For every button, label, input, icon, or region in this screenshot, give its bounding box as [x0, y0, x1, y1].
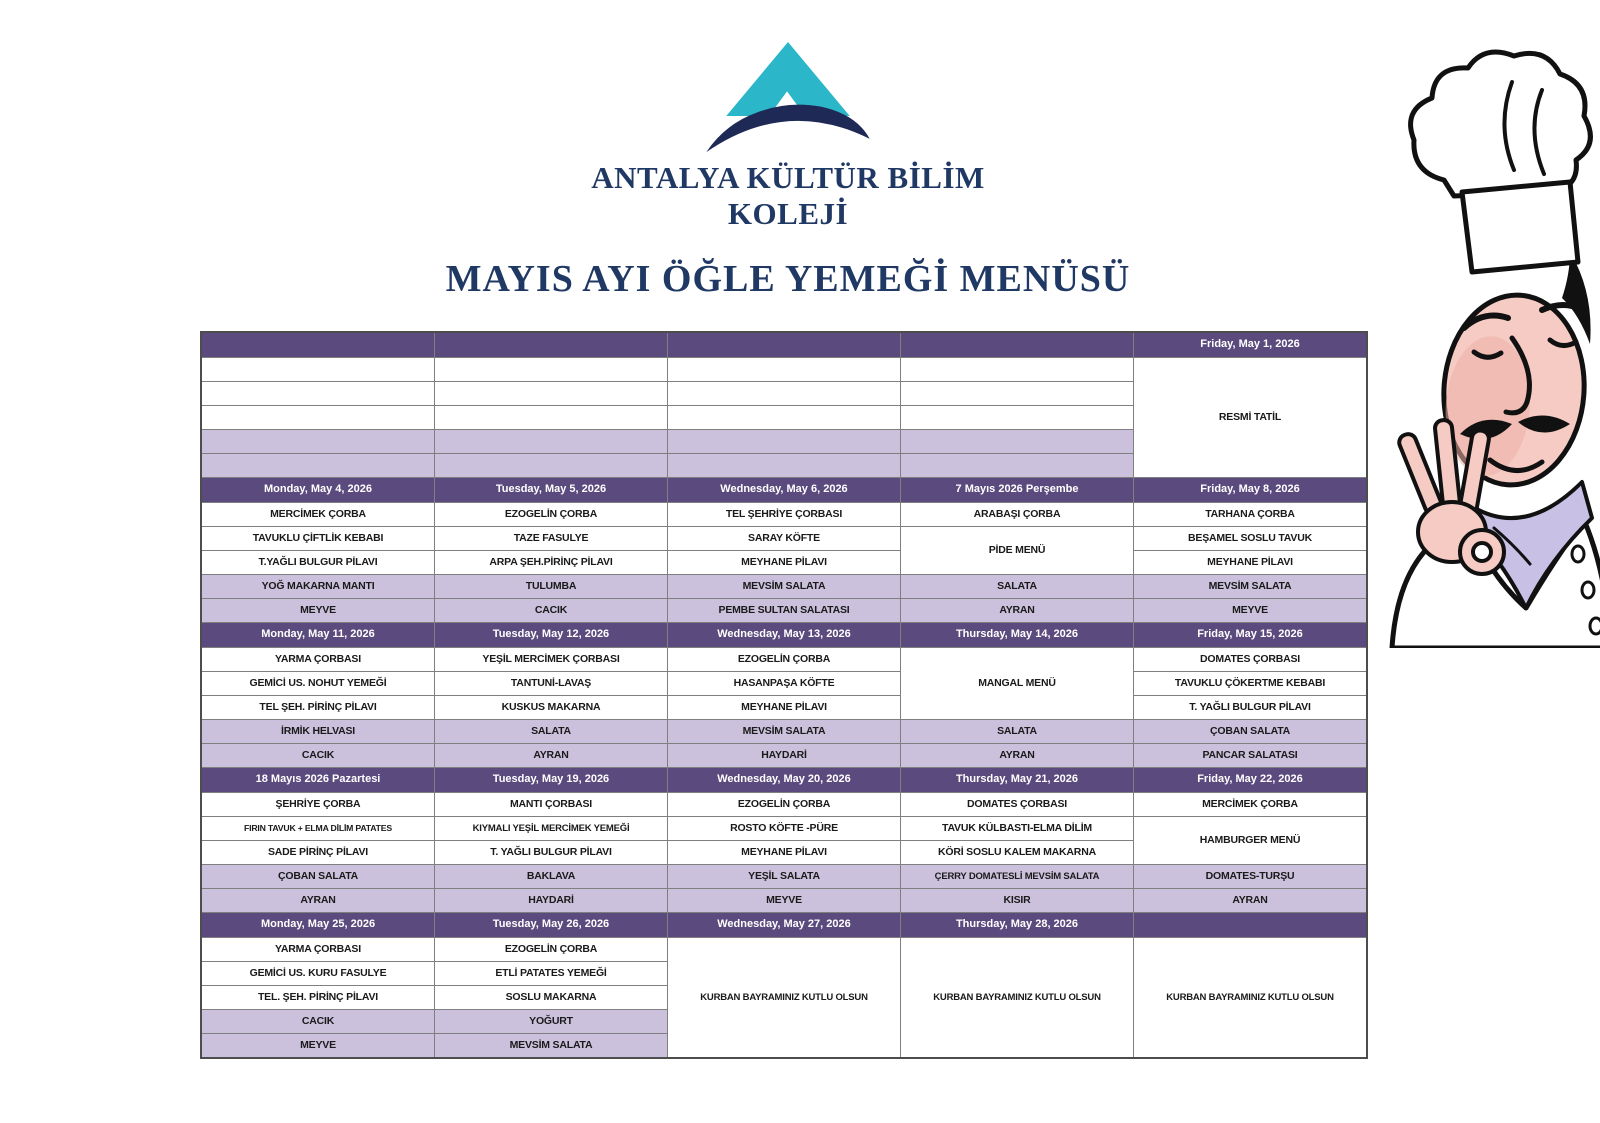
menu-item-cell: DOMATES-TURŞU: [1134, 865, 1366, 888]
menu-item-cell: KIYMALI YEŞİL MERCİMEK YEMEĞİ: [435, 817, 667, 840]
menu-item-cell: ÇOBAN SALATA: [202, 865, 434, 888]
menu-item-cell: T. YAĞLI BULGUR PİLAVI: [435, 841, 667, 864]
day-header: Monday, May 11, 2026: [202, 623, 434, 647]
menu-item-cell: TANTUNİ-LAVAŞ: [435, 672, 667, 695]
week-row: [202, 623, 1366, 767]
day-header: Tuesday, May 26, 2026: [435, 913, 667, 937]
school-logo: [693, 36, 883, 160]
menu-item-cell: MEYHANE PİLAVI: [1134, 551, 1366, 574]
menu-item-cell: ROSTO KÖFTE -PÜRE: [668, 817, 900, 840]
day-header: Wednesday, May 13, 2026: [668, 623, 900, 647]
empty-cell: [435, 358, 667, 381]
page-title: MAYIS AYI ÖĞLE YEMEĞİ MENÜSÜ: [445, 258, 1131, 301]
menu-item-cell: ÇERRY DOMATESLİ MEVSİM SALATA: [901, 865, 1133, 888]
menu-item-cell: MEVSİM SALATA: [1134, 575, 1366, 598]
week-row: [202, 478, 1366, 622]
menu-item-cell: MEVSİM SALATA: [435, 1034, 667, 1057]
menu-item-cell: İRMİK HELVASI: [202, 720, 434, 743]
day-header: [668, 333, 900, 357]
merged-menu-cell: KURBAN BAYRAMINIZ KUTLU OLSUN: [901, 938, 1133, 1057]
empty-cell: [202, 454, 434, 477]
day-header: Friday, May 1, 2026: [1134, 333, 1366, 357]
empty-cell: [202, 430, 434, 453]
menu-item-cell: MEYHANE PİLAVI: [668, 696, 900, 719]
day-header: [435, 333, 667, 357]
empty-cell: [435, 406, 667, 429]
menu-item-cell: SARAY KÖFTE: [668, 527, 900, 550]
chef-face: [1438, 290, 1591, 489]
menu-item-cell: MERCİMEK ÇORBA: [1134, 793, 1366, 816]
menu-item-cell: ÇOBAN SALATA: [1134, 720, 1366, 743]
menu-item-cell: EZOGELİN ÇORBA: [668, 648, 900, 671]
menu-item-cell: T. YAĞLI BULGUR PİLAVI: [1134, 696, 1366, 719]
day-header: Tuesday, May 12, 2026: [435, 623, 667, 647]
day-header: Wednesday, May 20, 2026: [668, 768, 900, 792]
day-header: [202, 333, 434, 357]
logo-mountain-shape: [726, 42, 850, 116]
menu-item-cell: TAZE FASULYE: [435, 527, 667, 550]
menu-item-cell: AYRAN: [901, 744, 1133, 767]
day-header: Wednesday, May 27, 2026: [668, 913, 900, 937]
merged-menu-cell: PİDE MENÜ: [901, 527, 1133, 574]
menu-item-cell: MEYVE: [668, 889, 900, 912]
menu-item-cell: PEMBE SULTAN SALATASI: [668, 599, 900, 622]
menu-item-cell: AYRAN: [435, 744, 667, 767]
day-header: Monday, May 4, 2026: [202, 478, 434, 502]
menu-item-cell: MEVSİM SALATA: [668, 575, 900, 598]
week-row: [202, 913, 1366, 1057]
menu-item-cell: ARPA ŞEH.PİRİNÇ PİLAVI: [435, 551, 667, 574]
week-row: [202, 768, 1366, 912]
menu-item-cell: AYRAN: [901, 599, 1133, 622]
menu-item-cell: KÖRİ SOSLU KALEM MAKARNA: [901, 841, 1133, 864]
empty-cell: [435, 430, 667, 453]
menu-item-cell: MEYVE: [1134, 599, 1366, 622]
empty-cell: [901, 382, 1133, 405]
menu-item-cell: YOĞ MAKARNA MANTI: [202, 575, 434, 598]
menu-item-cell: SALATA: [901, 720, 1133, 743]
empty-cell: [668, 382, 900, 405]
menu-item-cell: TAVUKLU ÇİFTLİK KEBABI: [202, 527, 434, 550]
empty-cell: [668, 430, 900, 453]
menu-item-cell: EZOGELİN ÇORBA: [668, 793, 900, 816]
menu-item-cell: TEL ŞEH. PİRİNÇ PİLAVI: [202, 696, 434, 719]
menu-item-cell: YEŞİL SALATA: [668, 865, 900, 888]
chef-hat-icon: [1411, 52, 1591, 272]
menu-item-cell: ETLİ PATATES YEMEĞİ: [435, 962, 667, 985]
menu-item-cell: BEŞAMEL SOSLU TAVUK: [1134, 527, 1366, 550]
menu-item-cell: TULUMBA: [435, 575, 667, 598]
menu-item-cell: HAYDARİ: [668, 744, 900, 767]
empty-cell: [901, 358, 1133, 381]
empty-cell: [901, 454, 1133, 477]
menu-item-cell: EZOGELİN ÇORBA: [435, 503, 667, 526]
empty-cell: [435, 454, 667, 477]
menu-item-cell: DOMATES ÇORBASI: [1134, 648, 1366, 671]
menu-item-cell: HAYDARİ: [435, 889, 667, 912]
merged-menu-cell: KURBAN BAYRAMINIZ KUTLU OLSUN: [1134, 938, 1366, 1057]
merged-menu-cell: RESMİ TATİL: [1134, 358, 1366, 477]
menu-item-cell: YARMA ÇORBASI: [202, 648, 434, 671]
menu-item-cell: BAKLAVA: [435, 865, 667, 888]
chef-ok-hand-icon: [1397, 419, 1504, 574]
menu-item-cell: YOĞURT: [435, 1010, 667, 1033]
day-header: [1134, 913, 1366, 937]
empty-cell: [202, 358, 434, 381]
day-header: Wednesday, May 6, 2026: [668, 478, 900, 502]
school-name-line2: KOLEJİ: [727, 195, 849, 231]
school-name-line1: ANTALYA KÜLTÜR BİLİM: [591, 160, 985, 195]
menu-item-cell: TAVUKLU ÇÖKERTME KEBABI: [1134, 672, 1366, 695]
empty-cell: [202, 382, 434, 405]
menu-item-cell: KUSKUS MAKARNA: [435, 696, 667, 719]
day-header: 18 Mayıs 2026 Pazartesi: [202, 768, 434, 792]
menu-item-cell: MEYVE: [202, 599, 434, 622]
menu-item-cell: HASANPAŞA KÖFTE: [668, 672, 900, 695]
empty-cell: [901, 406, 1133, 429]
menu-item-cell: ARABAŞI ÇORBA: [901, 503, 1133, 526]
menu-item-cell: AYRAN: [202, 889, 434, 912]
day-header: Tuesday, May 5, 2026: [435, 478, 667, 502]
day-header: Thursday, May 21, 2026: [901, 768, 1133, 792]
empty-cell: [668, 406, 900, 429]
day-header: Thursday, May 28, 2026: [901, 913, 1133, 937]
menu-item-cell: DOMATES ÇORBASI: [901, 793, 1133, 816]
day-header: Tuesday, May 19, 2026: [435, 768, 667, 792]
menu-item-cell: SALATA: [435, 720, 667, 743]
menu-item-cell: TARHANA ÇORBA: [1134, 503, 1366, 526]
empty-cell: [901, 430, 1133, 453]
menu-item-cell: ŞEHRİYE ÇORBA: [202, 793, 434, 816]
menu-item-cell: TEL. ŞEH. PİRİNÇ PİLAVI: [202, 986, 434, 1009]
menu-item-cell: AYRAN: [1134, 889, 1366, 912]
menu-item-cell: SOSLU MAKARNA: [435, 986, 667, 1009]
menu-item-cell: MANTI ÇORBASI: [435, 793, 667, 816]
week-row: [202, 333, 1366, 477]
menu-item-cell: GEMİCİ US. NOHUT YEMEĞİ: [202, 672, 434, 695]
menu-item-cell: SALATA: [901, 575, 1133, 598]
day-header: Thursday, May 14, 2026: [901, 623, 1133, 647]
empty-cell: [668, 358, 900, 381]
menu-item-cell: PANCAR SALATASI: [1134, 744, 1366, 767]
page-header: [0, 36, 1576, 301]
menu-item-cell: MEYVE: [202, 1034, 434, 1057]
day-header: Friday, May 15, 2026: [1134, 623, 1366, 647]
menu-item-cell: TEL ŞEHRİYE ÇORBASI: [668, 503, 900, 526]
day-header: Monday, May 25, 2026: [202, 913, 434, 937]
menu-item-cell: CACIK: [202, 1010, 434, 1033]
empty-cell: [668, 454, 900, 477]
day-header: Friday, May 8, 2026: [1134, 478, 1366, 502]
menu-item-cell: CACIK: [435, 599, 667, 622]
menu-item-cell: YEŞİL MERCİMEK ÇORBASI: [435, 648, 667, 671]
menu-item-cell: CACIK: [202, 744, 434, 767]
merged-menu-cell: HAMBURGER MENÜ: [1134, 817, 1366, 864]
empty-cell: [435, 382, 667, 405]
menu-item-cell: MEVSİM SALATA: [668, 720, 900, 743]
menu-item-cell: MERCİMEK ÇORBA: [202, 503, 434, 526]
menu-item-cell: EZOGELİN ÇORBA: [435, 938, 667, 961]
menu-item-cell: FIRIN TAVUK + ELMA DİLİM PATATES: [202, 817, 434, 840]
menu-item-cell: TAVUK KÜLBASTI-ELMA DİLİM: [901, 817, 1133, 840]
menu-item-cell: YARMA ÇORBASI: [202, 938, 434, 961]
day-header: [901, 333, 1133, 357]
menu-item-cell: T.YAĞLI BULGUR PİLAVI: [202, 551, 434, 574]
menu-item-cell: GEMİCİ US. KURU FASULYE: [202, 962, 434, 985]
menu-item-cell: MEYHANE PİLAVI: [668, 841, 900, 864]
chef-illustration: [1384, 40, 1600, 648]
day-header: Friday, May 22, 2026: [1134, 768, 1366, 792]
day-header: 7 Mayıs 2026 Perşembe: [901, 478, 1133, 502]
school-name: [591, 160, 985, 231]
menu-item-cell: SADE PİRİNÇ PİLAVI: [202, 841, 434, 864]
merged-menu-cell: MANGAL MENÜ: [901, 648, 1133, 719]
empty-cell: [202, 406, 434, 429]
menu-item-cell: KISIR: [901, 889, 1133, 912]
merged-menu-cell: KURBAN BAYRAMINIZ KUTLU OLSUN: [668, 938, 900, 1057]
menu-item-cell: MEYHANE PİLAVI: [668, 551, 900, 574]
lunch-menu-table: [200, 331, 1368, 1059]
